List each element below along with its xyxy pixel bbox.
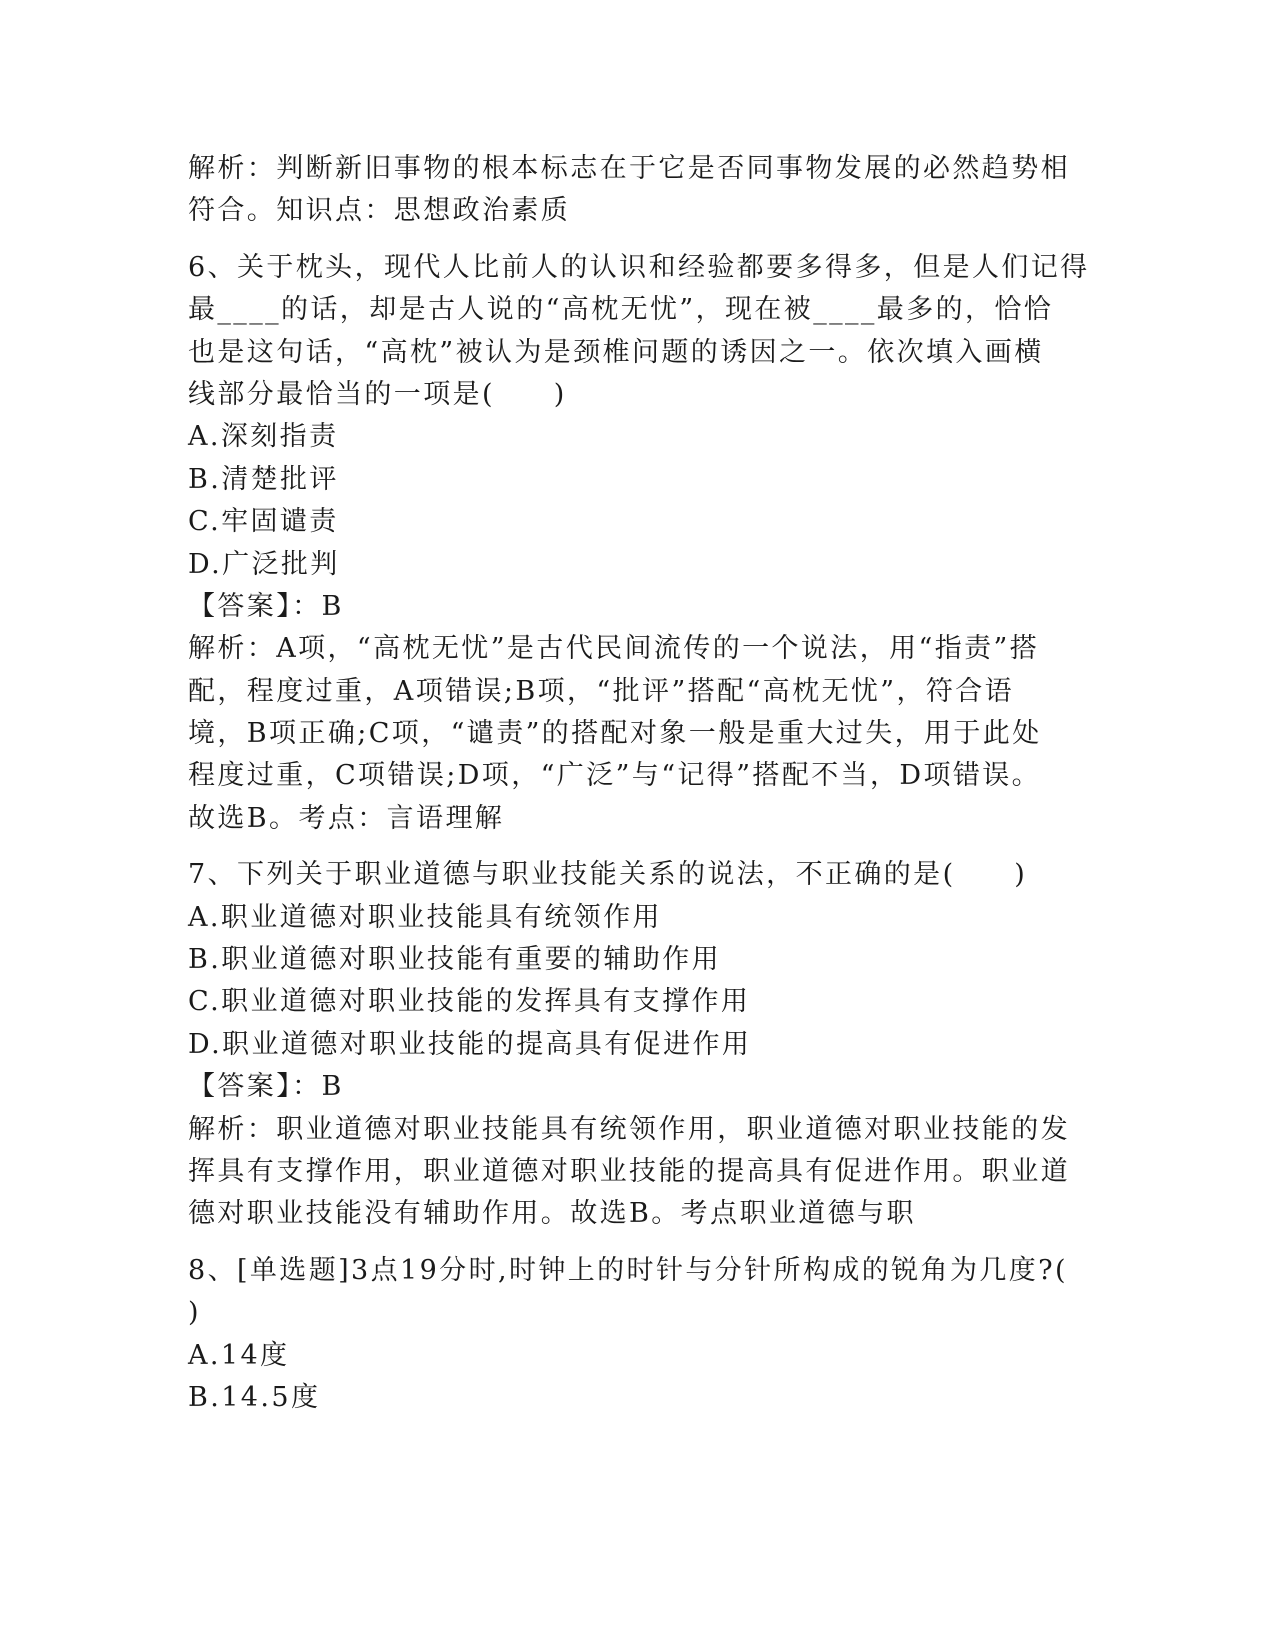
option-a: A.深刻指责 [188,421,339,453]
option-c: C.牢固谴责 [188,506,339,538]
analysis-line: 解析：A项，“高枕无忧”是古代民间流传的一个说法，用“指责”搭 [188,633,1040,665]
analysis-line: 解析：职业道德对职业技能具有统领作用，职业道德对职业技能的发 [188,1113,1070,1145]
analysis-line: 德对职业技能没有辅助作用。故选B。考点职业道德与职 [188,1198,916,1230]
option-a: A.职业道德对职业技能具有统领作用 [188,901,662,933]
option-b: B.14.5度 [188,1381,321,1413]
question-stem-line: 8、[单选题]3点19分时,时钟上的时针与分针所构成的锐角为几度?( [188,1254,1068,1286]
answer-line: 【答案】：B [188,590,344,622]
option-b: B.职业道德对职业技能有重要的辅助作用 [188,944,722,976]
question-7 [188,854,1088,1236]
option-b: B.清楚批评 [188,463,339,495]
document-content [188,148,1088,1419]
analysis-line: 故选B。考点：言语理解 [188,802,505,834]
answer-line: 【答案】：B [188,1071,344,1103]
analysis-line: 配，程度过重，A项错误;B项，“批评”搭配“高枕无忧”，符合语 [188,675,1015,707]
question-stem-line: 线部分最恰当的一项是( ) [188,378,567,410]
question-stem-line: 7、下列关于职业道德与职业技能关系的说法，不正确的是( ) [188,859,1028,891]
analysis-line: 境，B项正确;C项，“谴责”的搭配对象一般是重大过失，用于此处 [188,718,1042,750]
q5-analysis [188,148,1088,233]
question-stem-line: 也是这句话，“高枕”被认为是颈椎问题的诱因之一。依次填入画横 [188,336,1044,368]
question-stem-line: ) [188,1297,201,1329]
analysis-line: 挥具有支撑作用，职业道德对职业技能的提高具有促进作用。职业道 [188,1155,1070,1187]
option-d: D.职业道德对职业技能的提高具有促进作用 [188,1028,752,1060]
option-d: D.广泛批判 [188,548,340,580]
question-stem-line: 6、关于枕头，现代人比前人的认识和经验都要多得多，但是人们记得 [188,251,1090,283]
analysis-line: 解析：判断新旧事物的根本标志在于它是否同事物发展的必然趋势相 [188,153,1070,184]
question-stem-line: 最____的话，却是古人说的“高枕无忧”，现在被____最多的，恰恰 [188,294,1054,326]
analysis-line: 程度过重，C项错误;D项，“广泛”与“记得”搭配不当，D项错误。 [188,760,1042,792]
option-a: A.14度 [188,1339,290,1371]
question-8 [188,1250,1088,1420]
question-6 [188,247,1088,840]
analysis-line: 符合。知识点：思想政治素质 [188,195,571,227]
option-c: C.职业道德对职业技能的发挥具有支撑作用 [188,986,751,1018]
